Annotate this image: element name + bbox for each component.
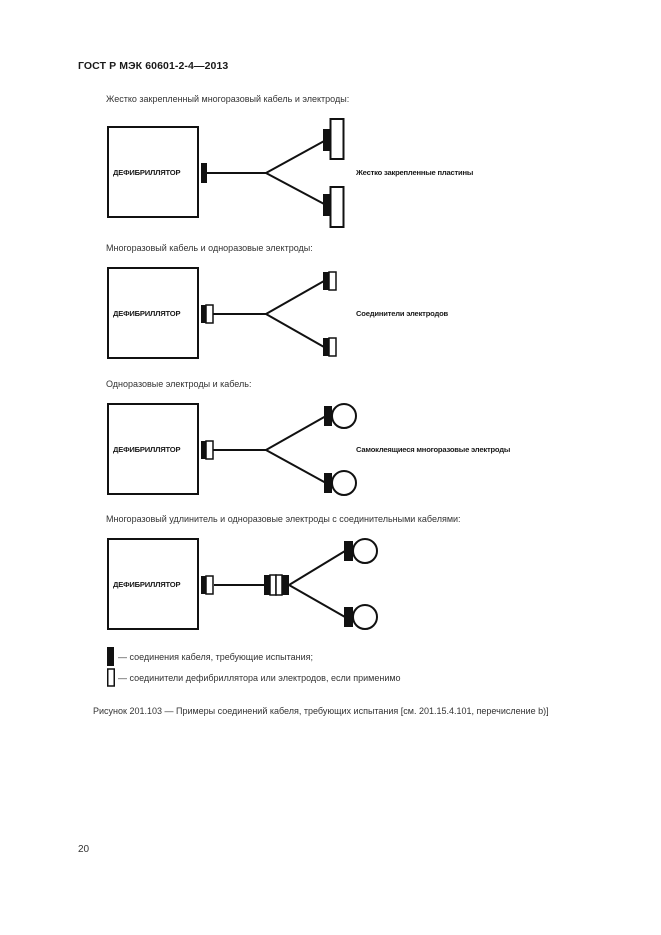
connector-icon	[329, 338, 336, 356]
tested-connection-icon	[282, 575, 289, 595]
device-label: ДЕФИБРИЛЛЯТОР	[113, 445, 181, 454]
cable-branch-lower	[266, 314, 324, 347]
tested-connection-icon	[324, 406, 332, 426]
tested-connection-icon	[344, 541, 353, 561]
panel-3-caption: Одноразовые электроды и кабель:	[106, 379, 252, 389]
extension-connector-icon	[270, 575, 276, 595]
tested-connection-icon	[323, 272, 329, 290]
panel-1-caption: Жестко закрепленный многоразовый кабель и электроды:	[106, 94, 350, 104]
cable-branch-lower	[266, 173, 326, 205]
legend-tested-connection-icon	[107, 647, 114, 666]
tested-connection-icon	[264, 575, 270, 595]
connector-icon	[206, 576, 213, 594]
connector-icon	[206, 441, 213, 459]
cable-branch-upper	[266, 281, 324, 314]
page-number: 20	[78, 844, 90, 855]
self-adhesive-electrode-icon	[353, 539, 377, 563]
device-label: ДЕФИБРИЛЛЯТОР	[113, 309, 181, 318]
cable-branch-lower	[266, 450, 326, 483]
self-adhesive-electrode-icon	[353, 605, 377, 629]
legend-connector-icon	[108, 669, 115, 686]
self-adhesive-electrode-icon	[332, 471, 356, 495]
tested-connection-icon	[323, 338, 329, 356]
panel-2-end-label: Соединители электродов	[356, 309, 449, 318]
tested-connection-icon	[201, 163, 207, 183]
panel-2-caption: Многоразовый кабель и одноразовые электроды:	[106, 243, 313, 253]
document-header: ГОСТ Р МЭК 60601-2-4—2013	[78, 60, 229, 72]
tested-connection-icon	[324, 473, 332, 493]
panel-4-caption: Многоразовый удлинитель и одноразовые электроды с соединительными кабелями:	[106, 514, 461, 524]
tested-connection-icon	[344, 607, 353, 627]
fixed-paddle-icon	[331, 187, 344, 227]
extension-connector-icon	[276, 575, 282, 595]
panel-1-end-label: Жестко закрепленные пластины	[356, 168, 474, 177]
self-adhesive-electrode-icon	[332, 404, 356, 428]
cable-branch-upper	[266, 140, 326, 173]
fixed-paddle-icon	[331, 119, 344, 159]
device-label: ДЕФИБРИЛЛЯТОР	[113, 168, 181, 177]
connector-icon	[329, 272, 336, 290]
legend-tested-connections: — соединения кабеля, требующие испытания;	[118, 652, 314, 662]
figure-caption: Рисунок 201.103 — Примеры соединений кабеля, требующих испытания [см. 201.15.4.101, перечисление b)]	[93, 706, 549, 716]
legend-connectors: — соединители дефибриллятора или электродов, если применимо	[118, 673, 401, 683]
cable-branch-lower	[289, 585, 345, 617]
cable-branch-upper	[266, 416, 326, 450]
connector-icon	[206, 305, 213, 323]
device-label: ДЕФИБРИЛЛЯТОР	[113, 580, 181, 589]
cable-branch-upper	[289, 551, 345, 585]
panel-3-end-label: Самоклеящиеся многоразовые электроды	[356, 445, 511, 454]
